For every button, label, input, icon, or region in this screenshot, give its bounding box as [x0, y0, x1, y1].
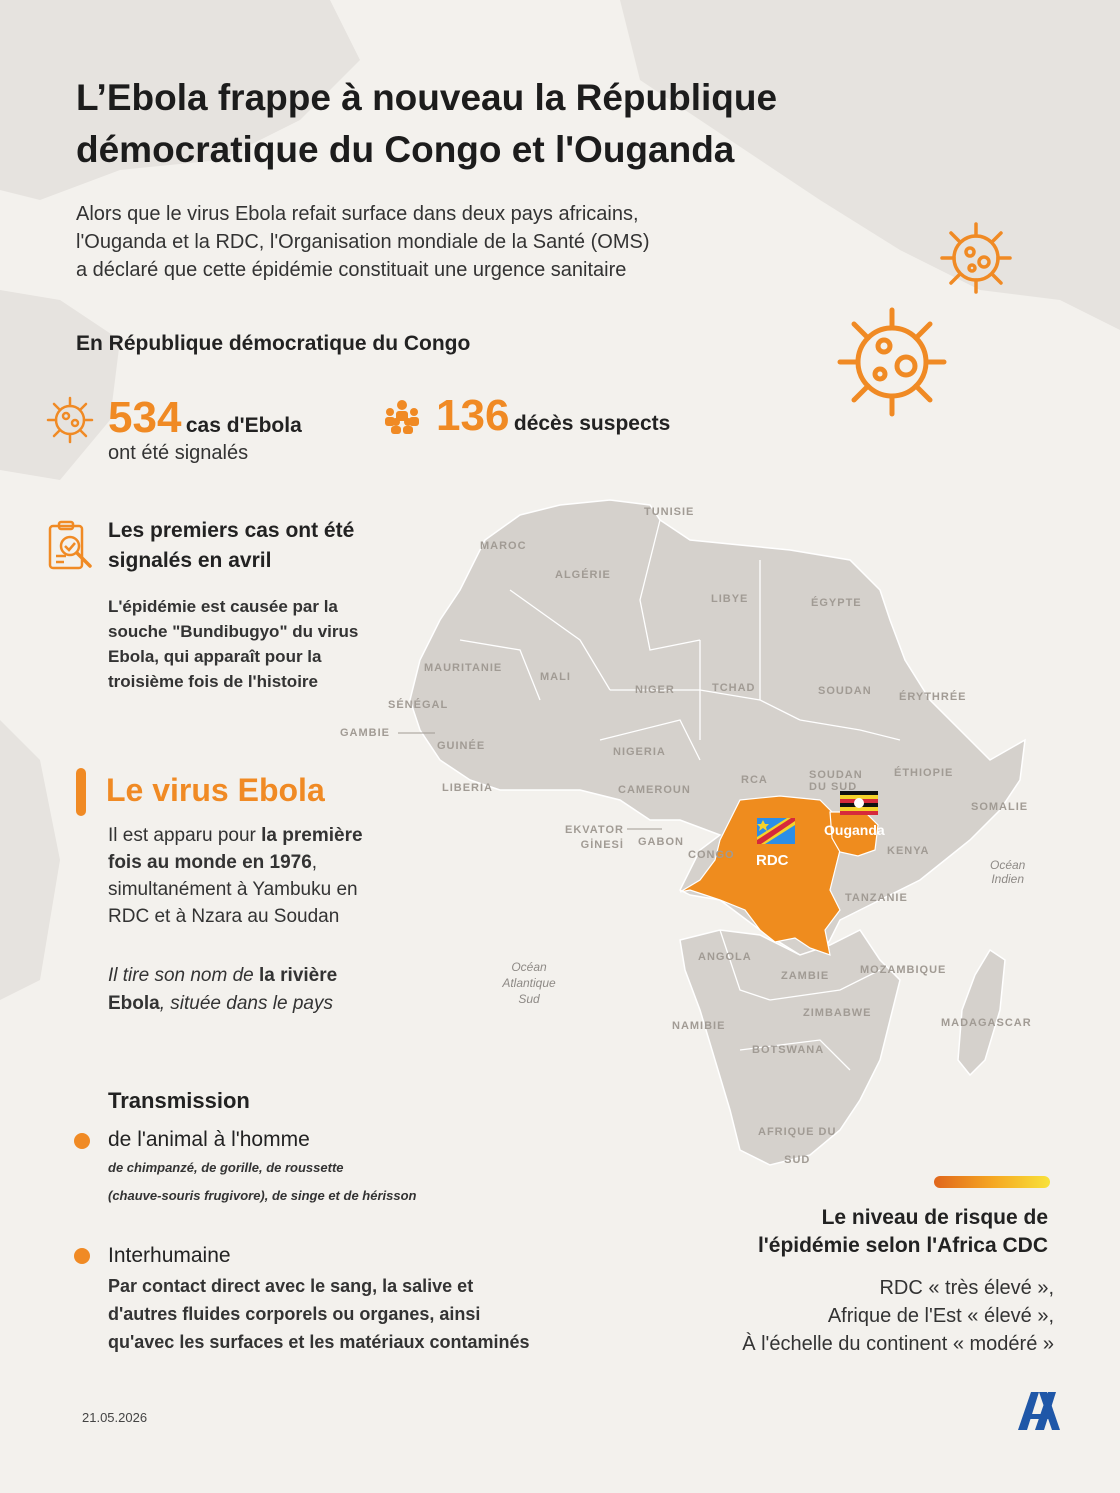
- map-label-tunisie: TUNISIE: [644, 506, 695, 518]
- rdc-section-title: En République démocratique du Congo: [76, 332, 471, 355]
- map-label-afrique-du-sud: AFRIQUE DU SUD: [758, 1126, 837, 1166]
- deaths-stat: [436, 391, 671, 440]
- virus-section-accent-bar: [76, 768, 86, 816]
- transmission-human: Interhumaine: [108, 1244, 231, 1267]
- map-label-cameroun: CAMEROUN: [618, 784, 691, 796]
- virus-icon-small: [936, 218, 1016, 298]
- virus-origin-paragraph: Il est apparu pour la première fois au monde en 1976, simultanément à Yambuku en RDC et à Nzara au Soudan: [108, 825, 363, 927]
- map-label-somalie: SOMALIE: [971, 801, 1029, 813]
- risk-gradient-bar: [934, 1176, 1050, 1188]
- transmission-human-detail: Par contact direct avec le sang, la salive et d'autres fluides corporels ou organes, ainsi qu'avec les surfaces et les matériaux contaminés: [108, 1276, 530, 1352]
- intro-paragraph: Alors que le virus Ebola refait surface dans deux pays africains, l'Ouganda et la RDC, l'Organisation mondiale de la Santé (OMS) a déclaré que cette épidémie constituait une urgence sanitaire: [76, 203, 650, 281]
- map-label-liberia: LIBERIA: [442, 782, 493, 794]
- cases-label: cas d'Ebola: [185, 414, 302, 437]
- cases-value: 534: [108, 393, 182, 442]
- map-label-senegal: SÉNÉGAL: [388, 699, 449, 711]
- deaths-label: décès suspects: [513, 412, 671, 435]
- map-label-algerie: ALGÉRIE: [555, 569, 611, 581]
- map-label-tchad: TCHAD: [712, 682, 756, 694]
- map-label-mauritanie: MAURITANIE: [424, 662, 503, 674]
- map-label-zambie: ZAMBIE: [781, 970, 830, 982]
- uganda-flag-icon: [840, 791, 878, 815]
- page-title: L’Ebola frappe à nouveau la République démocratique du Congo et l'Ouganda: [76, 77, 778, 170]
- aa-logo-icon: [1014, 1386, 1064, 1434]
- map-label-maroc: MAROC: [480, 540, 527, 552]
- deaths-value: 136: [436, 391, 510, 440]
- publication-date: 21.05.2026: [82, 1410, 148, 1425]
- map-label-rca: RCA: [741, 774, 768, 786]
- map-label-egypte: ÉGYPTE: [811, 597, 862, 609]
- map-label-ouganda: Ouganda: [824, 822, 885, 838]
- virus-section-title: Le virus Ebola: [106, 772, 325, 808]
- map-label-libye: LIBYE: [711, 593, 749, 605]
- transmission-animal-detail: de chimpanzé, de gorille, de roussette (chauve-souris frugivore), de singe et de hérisson: [108, 1160, 417, 1203]
- map-label-congo: CONGO: [688, 849, 735, 861]
- bullet-dot: [74, 1248, 90, 1264]
- cases-stat: [108, 393, 302, 442]
- map-label-guinee: GUINÉE: [437, 740, 486, 752]
- map-label-nigeria: NIGERIA: [613, 746, 666, 758]
- aa-logo: [1014, 1386, 1064, 1434]
- risk-levels: RDC « très élevé », Afrique de l'Est « élevé », À l'échelle du continent « modéré »: [742, 1277, 1054, 1355]
- map-label-ekvator-ginesi: EKVATOR GİNESİ: [565, 824, 624, 851]
- map-label-botswana: BOTSWANA: [752, 1044, 825, 1056]
- madagascar-shape: [958, 950, 1005, 1075]
- map-label-ethiopie: ÉTHIOPIE: [894, 767, 954, 779]
- virus-icon-large: [832, 302, 952, 422]
- first-cases-paragraph: L'épidémie est causée par la souche "Bundibugyo" du virus Ebola, qui apparaît pour la troisième fois de l'histoire: [108, 597, 359, 691]
- map-label-niger: NIGER: [635, 684, 675, 696]
- map-label-madagascar: MADAGASCAR: [941, 1017, 1032, 1029]
- map-label-gabon: GABON: [638, 836, 684, 848]
- drc-flag-icon: [757, 818, 795, 844]
- map-label-ocean-indien: Océan Indien: [990, 858, 1026, 886]
- virus-icon: [44, 394, 96, 446]
- cases-sub: ont été signalés: [108, 442, 249, 464]
- first-cases-title: Les premiers cas ont été signalés en avril: [108, 519, 355, 572]
- map-label-namibie: NAMIBIE: [672, 1020, 726, 1032]
- map-label-mozambique: MOZAMBIQUE: [860, 964, 947, 976]
- people-icon: [382, 398, 422, 434]
- map-label-kenya: KENYA: [887, 845, 930, 857]
- map-label-soudan-du-sud: SOUDAN DU SUD: [809, 769, 863, 793]
- risk-title: Le niveau de risque de l'épidémie selon l'Africa CDC: [757, 1206, 1048, 1257]
- map-label-ocean-atlantique: Océan Atlantique Sud: [502, 960, 556, 1006]
- transmission-animal: de l'animal à l'homme: [108, 1128, 310, 1151]
- map-label-gambie: GAMBIE: [340, 727, 390, 739]
- bullet-dot: [74, 1133, 90, 1149]
- map-label-soudan: SOUDAN: [818, 685, 872, 697]
- transmission-title: Transmission: [108, 1088, 250, 1113]
- map-label-rdc: RDC: [756, 852, 789, 869]
- map-label-zimbabwe: ZIMBABWE: [803, 1007, 872, 1019]
- map-label-tanzanie: TANZANIE: [845, 892, 908, 904]
- virus-name-paragraph: Il tire son nom de la rivière Ebola, située dans le pays: [108, 965, 338, 1014]
- map-label-mali: MALI: [540, 671, 571, 683]
- map-label-erythree: ÉRYTHRÉE: [899, 691, 967, 703]
- map-label-angola: ANGOLA: [698, 951, 752, 963]
- report-search-icon: [44, 520, 98, 574]
